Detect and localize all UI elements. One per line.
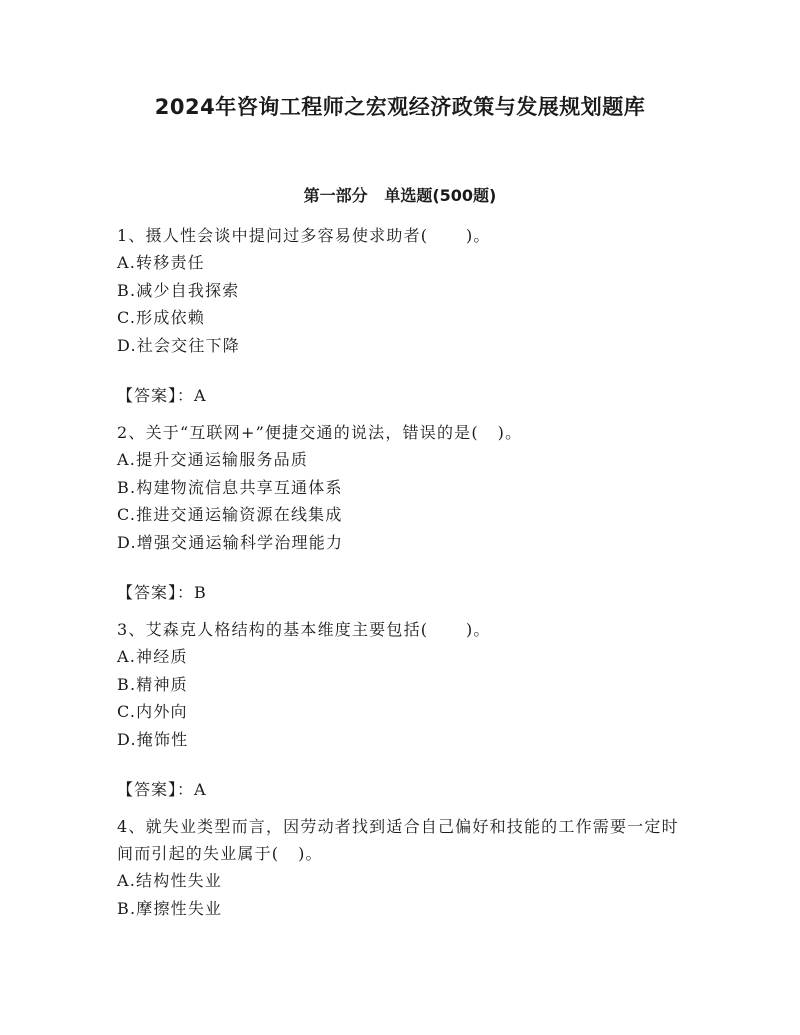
question-1 <box>117 222 687 409</box>
option-d: D.增强交通运输科学治理能力 <box>117 532 344 552</box>
option-a: A.转移责任 <box>117 253 205 272</box>
option-c: C.形成依赖 <box>117 308 205 327</box>
question-stem: 3、艾森克人格结构的基本维度主要包括( )。 <box>117 620 491 639</box>
option-d: D.社会交往下降 <box>117 335 240 355</box>
option-c: C.内外向 <box>117 702 188 721</box>
answer-line: 【答案】：A <box>117 780 207 799</box>
option-a: A.结构性失业 <box>117 871 223 890</box>
option-b: B.减少自我探索 <box>117 280 240 300</box>
question-stem: 2、关于“互联网+”便捷交通的说法，错误的是( )。 <box>117 423 523 442</box>
option-a: A.提升交通运输服务品质 <box>117 450 309 469</box>
option-d: D.掩饰性 <box>117 729 189 749</box>
option-c: C.推进交通运输资源在线集成 <box>117 505 343 524</box>
option-b: B.精神质 <box>117 674 188 694</box>
question-2 <box>117 419 687 606</box>
question-stem: 1、摄人性会谈中提问过多容易使求助者( )。 <box>117 226 491 245</box>
document-title: 2024年咨询工程师之宏观经济政策与发展规划题库 <box>154 95 646 119</box>
question-4 <box>117 813 687 922</box>
question-3 <box>117 616 687 803</box>
answer-line: 【答案】：A <box>117 386 207 405</box>
question-list <box>117 222 687 922</box>
option-b: B.摩擦性失业 <box>117 898 223 918</box>
section-title: 第一部分 单选题(500题) <box>303 186 497 205</box>
option-b: B.构建物流信息共享互通体系 <box>117 477 343 497</box>
option-a: A.神经质 <box>117 647 188 666</box>
answer-line: 【答案】：B <box>117 583 207 602</box>
question-stem: 4、就失业类型而言，因劳动者找到适合自己偏好和技能的工作需要一定时间而引起的失业属于( )。 <box>117 817 679 863</box>
